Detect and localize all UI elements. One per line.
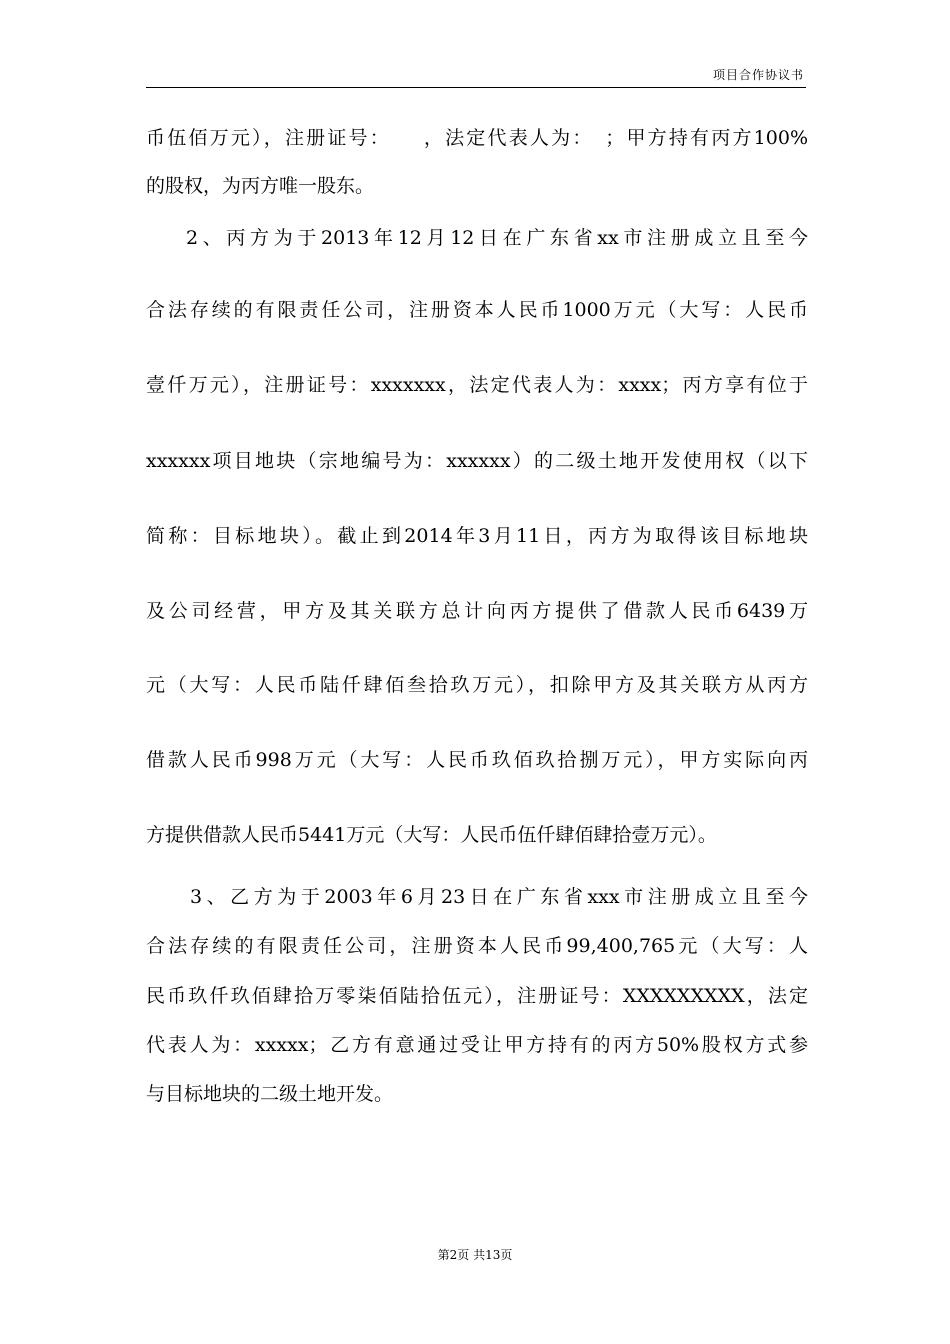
text-line: 合法存续的有限责任公司，注册资本人民币1000万元（大写：人民币 (146, 299, 808, 321)
page-number: 第2页 共13页 (437, 1248, 513, 1262)
text-line: 2、丙方为于2013年12月12日在广东省xx市注册成立且至今 (186, 227, 808, 249)
text-line: 壹仟万元），注册证号：xxxxxxx，法定代表人为：xxxx；丙方享有位于 (146, 374, 808, 396)
text-line: 简称：目标地块）。截止到2014年3月11日，丙方为取得该目标地块 (146, 525, 808, 547)
text-line: 代表人为：xxxxx；乙方有意通过受让甲方持有的丙方50%股权方式参 (146, 1034, 808, 1056)
text-line: 民币玖仟玖佰肆拾万零柒佰陆拾伍元），注册证号：XXXXXXXXX，法定 (146, 985, 808, 1007)
text-line: 3、乙方为于2003年6月23日在广东省xxx市注册成立且至今 (190, 886, 808, 908)
text-line: 借款人民币998万元（大写：人民币玖佰玖拾捌万元），甲方实际向丙 (146, 749, 808, 771)
text-line: 合法存续的有限责任公司，注册资本人民币99,400,765元（大写：人 (146, 935, 808, 957)
text-line: 方提供借款人民币5441万元（大写：人民币伍仟肆佰肆拾壹万元）。 (146, 824, 717, 846)
text-line: xxxxxx项目地块（宗地编号为：xxxxxx）的二级土地开发使用权（以下 (146, 450, 808, 472)
text-line: 币伍佰万元），注册证号： ，法定代表人为： ；甲方持有丙方100% (146, 127, 808, 149)
header-divider (146, 87, 806, 88)
text-line: 的股权，为丙方唯一股东。 (146, 175, 375, 197)
text-line: 元（大写：人民币陆仟肆佰叁拾玖万元），扣除甲方及其关联方从丙方 (146, 674, 808, 696)
header-title: 项目合作协议书 (712, 68, 804, 82)
text-line: 及公司经营，甲方及其关联方总计向丙方提供了借款人民币6439万 (146, 600, 808, 622)
text-line: 与目标地块的二级土地开发。 (146, 1083, 394, 1105)
